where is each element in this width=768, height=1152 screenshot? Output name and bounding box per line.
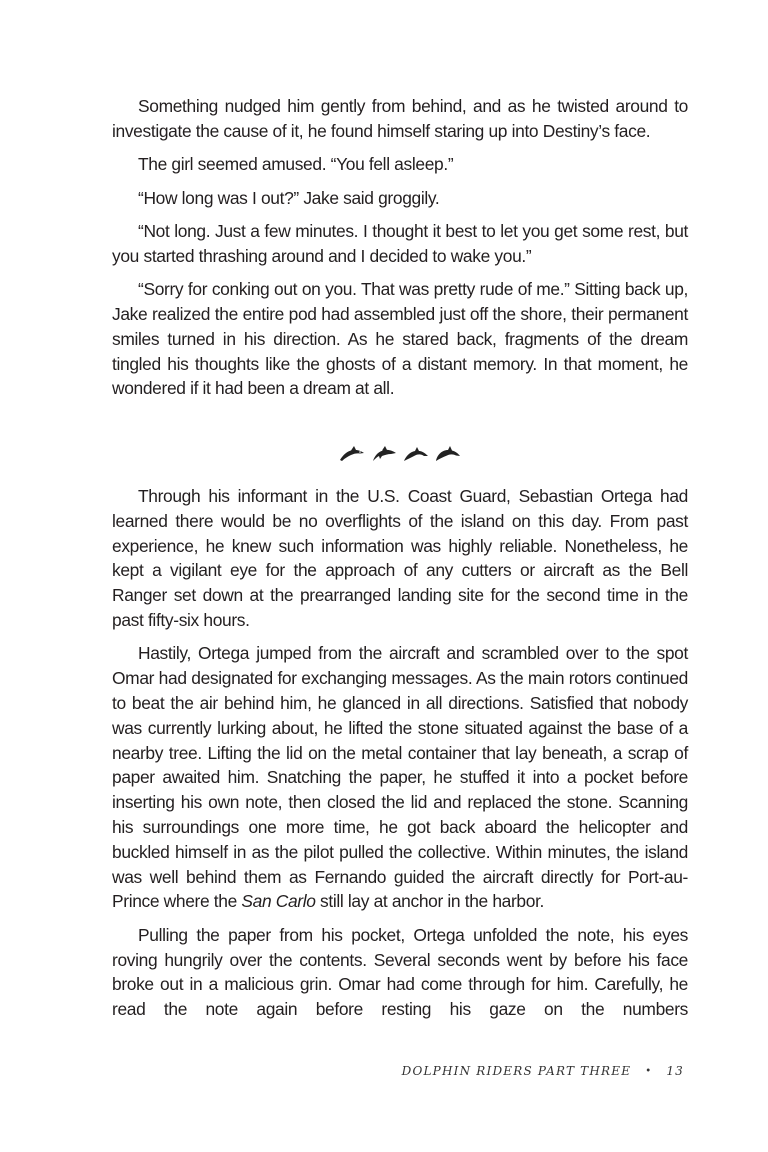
- running-title: DOLPHIN RIDERS PART THREE: [401, 1064, 632, 1078]
- section-break-ornament: [338, 440, 462, 466]
- dolphin-icon: [402, 443, 430, 463]
- page-number: 13: [666, 1064, 684, 1078]
- paragraph: “Sorry for conking out on you. That was pretty rude of me.” Sitting back up, Jake realized the entire pod had assembled just off the shore, their permanent smiles turned in his direction. As he stared back, fragments of the dream tingled his thoughts like the ghosts of a distant memory. In that moment, he wondered if it had been a dream at all.: [112, 279, 688, 399]
- paragraph-text: Hastily, Ortega jumped from the aircraft and scrambled over to the spot Omar had designated for exchanging messages. As the main rotors continued to beat the air behind him, he glanced in all directions. Satisfied that nobody was currently lurking about, he lifted the stone situated against the base of a nearby tree. Lifting the lid on the metal container that lay beneath, a scrap of paper awaited him. Snatching the paper, he stuffed it into a pocket before inserting his own note, then closed the lid and replaced the stone. Scanning his surroundings one more time, he got back aboard the helicopter and buckled himself in as the pilot pulled the collective. Within minutes, the island was well behind them as Fernando guided the aircraft directly for Port-au-Prince where the: [112, 643, 688, 912]
- dolphin-icon: [338, 443, 366, 463]
- paragraph: “How long was I out?” Jake said groggily.: [138, 187, 440, 208]
- paragraph: “Not long. Just a few minutes. I thought it best to let you get some rest, but you started thrashing around and I decided to wake you.”: [112, 220, 688, 266]
- dolphin-icon: [370, 443, 398, 463]
- separator: •: [645, 1065, 653, 1077]
- paragraph: The girl seemed amused. “You fell asleep.”: [138, 154, 454, 175]
- paragraph: Something nudged him gently from behind, and as he twisted around to investigate the cause of it, he found himself staring up into Destiny’s face.: [112, 96, 688, 141]
- dolphin-icon: [434, 443, 462, 463]
- paragraph: Pulling the paper from his pocket, Ortega unfolded the note, his eyes roving hungrily over the contents. Several seconds went by before his face broke out in a malicious grin. Omar had come through for him. Carefully, he read the note again before resting his gaze on the numbers: [112, 924, 688, 1020]
- paragraph: [112, 641, 688, 914]
- section-2: [112, 484, 688, 1031]
- paragraph-text: still lay at anchor in the harbor.: [315, 891, 545, 912]
- paragraph: Through his informant in the U.S. Coast Guard, Sebastian Ortega had learned there would be no overflights of the island on this day. From past experience, he knew such information was highly reliable. Nonetheless, he kept a vigilant eye for the approach of any cutters or aircraft as the Bell Ranger set down at the prearranged landing site for the second time in the past fifty-six hours.: [112, 486, 688, 630]
- section-1: [112, 94, 688, 410]
- running-footer: [402, 1064, 684, 1078]
- ship-name: San Carlo: [241, 891, 316, 912]
